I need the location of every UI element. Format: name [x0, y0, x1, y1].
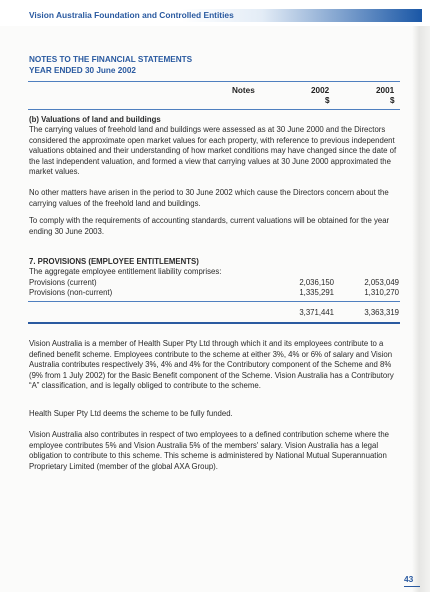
header-rule: [28, 81, 400, 82]
column-2002: 2002: [311, 86, 330, 95]
section-b-paragraph-2: No other matters have arisen in the period to 30 June 2002 which cause the Directors concern about the carrying values of the freehold land and buildings.: [29, 188, 389, 208]
provisions-current-label: Provisions (current): [29, 278, 97, 287]
provisions-current-2001: 2,053,049: [364, 278, 399, 287]
page-number-rule: [404, 586, 420, 587]
provisions-noncurrent-label: Provisions (non-current): [29, 288, 113, 297]
provisions-noncurrent-2001: 1,310,270: [364, 288, 399, 297]
notes-title-line1: NOTES TO THE FINANCIAL STATEMENTS: [29, 55, 193, 64]
section-7-heading: 7. PROVISIONS (EMPLOYEE ENTITLEMENTS): [29, 257, 199, 266]
provisions-noncurrent-2002: 1,335,291: [299, 288, 334, 297]
super-paragraph-3: Vision Australia also contributes in respect of two employees to a defined contribution scheme where the employee contributes 5% and Vision Australia 5% of the members' salary. Vision Australia has a legal obligation to contribute to this scheme. This scheme is administered by National Mutual Superannuation Proprietary Limited (member of the global AXA Group).: [29, 430, 390, 471]
super-paragraph-1: Vision Australia is a member of Health Super Pty Ltd through which it and its employees contribute to a defined benefit scheme. Employees contribute to the scheme at either 3%, 4% or 6% of salary and Vision Australia contributes respectively 3%, 4% and 4% for the Contributory component of the Scheme and 8% (9% from 1 July 2002) for the Basic Benefit component of the Scheme. Vision Australia has a Contributory “A” classification, and is legally obliged to contribute to the scheme.: [29, 339, 394, 391]
column-2001: 2001: [376, 86, 395, 95]
section-b-heading: (b) Valuations of land and buildings: [29, 115, 161, 124]
section-b-paragraph-1: The carrying values of freehold land and buildings were assessed as at 30 June 2000 and the Directors considered the approximate open market values for each property, with reference to previous independent valuations obtained and their understanding of how market conditions may have changed since the date of the last independent valuation, and formed a view that carrying values at 30 June 2000 approximated the market values.: [29, 125, 397, 177]
section-b-paragraph-3: To comply with the requirements of accounting standards, current valuations will be obtained for the year ending 30 June 2003.: [29, 216, 390, 236]
provisions-current-2002: 2,036,150: [299, 278, 334, 287]
column-notes: Notes: [232, 86, 255, 95]
provisions-total-2002: 3,371,441: [299, 308, 334, 317]
organization-name: Vision Australia Foundation and Controlled Entities: [29, 10, 234, 20]
subtotal-rule: [28, 301, 400, 302]
notes-title-line2: YEAR ENDED 30 June 2002: [29, 66, 136, 75]
section-7-intro: The aggregate employee entitlement liability comprises:: [29, 267, 222, 276]
provisions-total-2001: 3,363,319: [364, 308, 399, 317]
total-rule: [28, 322, 400, 324]
super-paragraph-2: Health Super Pty Ltd deems the scheme to be fully funded.: [29, 409, 233, 418]
currency-2002: $: [325, 96, 330, 105]
column-header-rule: [28, 109, 400, 110]
notes-title: [29, 54, 192, 76]
currency-2001: $: [390, 96, 395, 105]
page-binding-edge: [412, 26, 430, 592]
page-number: 43: [404, 574, 414, 584]
